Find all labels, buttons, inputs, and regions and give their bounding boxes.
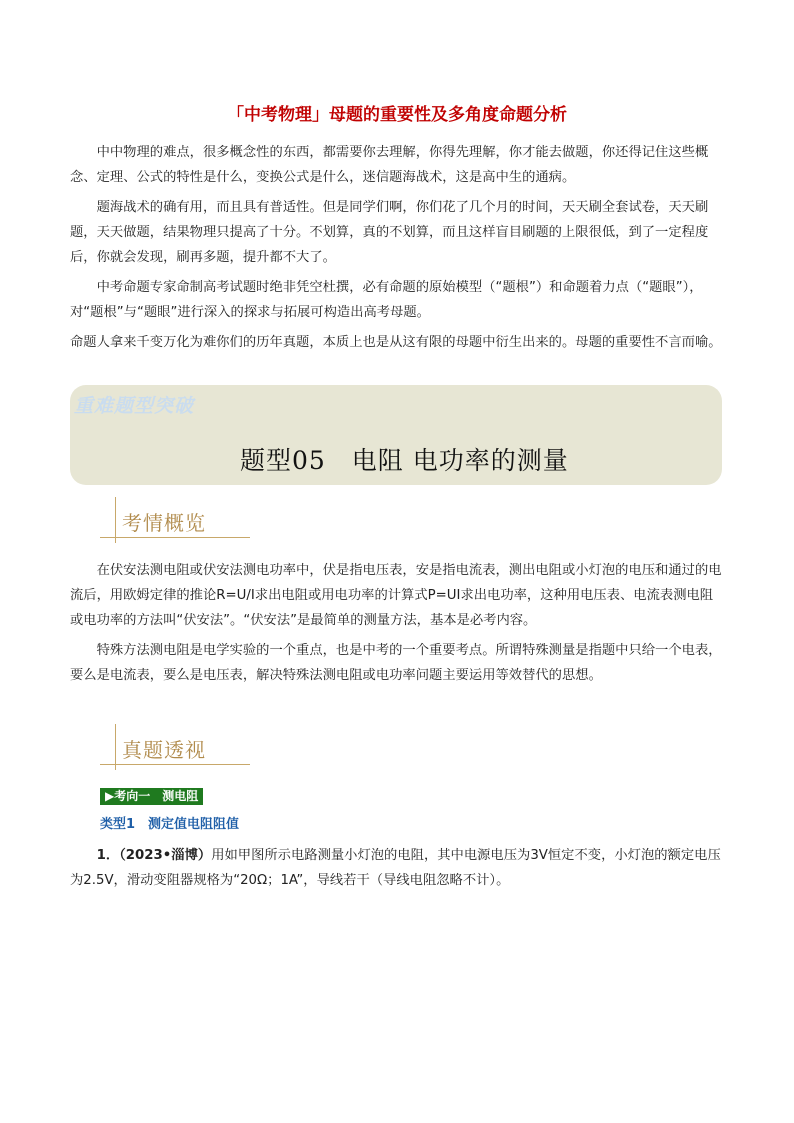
section-heading-text: 真题透视 [122, 738, 206, 762]
topic-banner [70, 385, 722, 485]
type-label: 类型1 测定值电阻阻值 [100, 817, 240, 832]
section-heading-real-exams [100, 724, 300, 770]
overview-paragraph-2: 特殊方法测电阻是电学实验的一个重点，也是中考的一个重要考点。所谓特殊测量是指题中只给一个电表，要么是电流表，要么是电压表，解决特殊法测电阻或电功率问题主要运用等效替代的思想。 [70, 643, 722, 683]
section-heading-underline [100, 537, 250, 538]
question-text: 用如甲图所示电路测量小灯泡的电阻，其中电源电压为3V恒定不变，小灯泡的额定电压为2.5V，滑动变阻器规格为“20Ω；1A”，导线若干（导线电阻忽略不计）。 [70, 848, 721, 888]
topic-direction-tag: ▶考向一 测电阻 [100, 788, 203, 805]
banner-tag: 重难题型突破 [74, 395, 195, 417]
intro-paragraph-4: 命题人拿来千变万化为难你们的历年真题，本质上也是从这有限的母题中衍生出来的。母题的重要性不言而喻。 [70, 335, 722, 350]
question-1 [70, 843, 722, 893]
page-title: 「中考物理」母题的重要性及多角度命题分析 [227, 105, 567, 125]
overview-paragraph-1: 在伏安法测电阻或伏安法测电功率中，伏是指电压表，安是指电流表，测出电阻或小灯泡的电压和通过的电流后，用欧姆定律的推论R=U/I求出电阻或用电功率的计算式P=UI求出电功率，这种用电压表、电流表测电阻或电功率的方法叫“伏安法”。“伏安法”是最简单的测量方法，基本是必考内容。 [70, 563, 722, 628]
section-heading-text: 考情概览 [122, 511, 206, 535]
section-heading-underline [100, 764, 250, 765]
intro-paragraph-2: 题海战术的确有用，而且具有普适性。但是同学们啊，你们花了几个月的时间，天天刷全套试卷，天天刷题，天天做题，结果物理只提高了十分。不划算，真的不划算，而且这样盲目刷题的上限很低，到了一定程度后，你就会发现，刷再多题，提升都不大了。 [70, 200, 709, 265]
banner-heading: 题型05 电阻 电功率的测量 [240, 446, 569, 475]
intro-paragraph-1: 中中物理的难点，很多概念性的东西，都需要你去理解，你得先理解，你才能去做题，你还得记住这些概念、定理、公式的特性是什么，变换公式是什么，迷信题海战术，这是高中生的通病。 [70, 145, 709, 185]
question-source: （2023•淄博） [119, 848, 212, 863]
question-number: 1． [96, 848, 120, 863]
section-heading-overview [100, 497, 300, 543]
intro-paragraph-3: 中考命题专家命制高考试题时绝非凭空杜撰，必有命题的原始模型（“题根”）和命题着力点（“题眼”），对“题根”与“题眼”进行深入的探求与拓展可构造出高考母题。 [70, 280, 703, 320]
